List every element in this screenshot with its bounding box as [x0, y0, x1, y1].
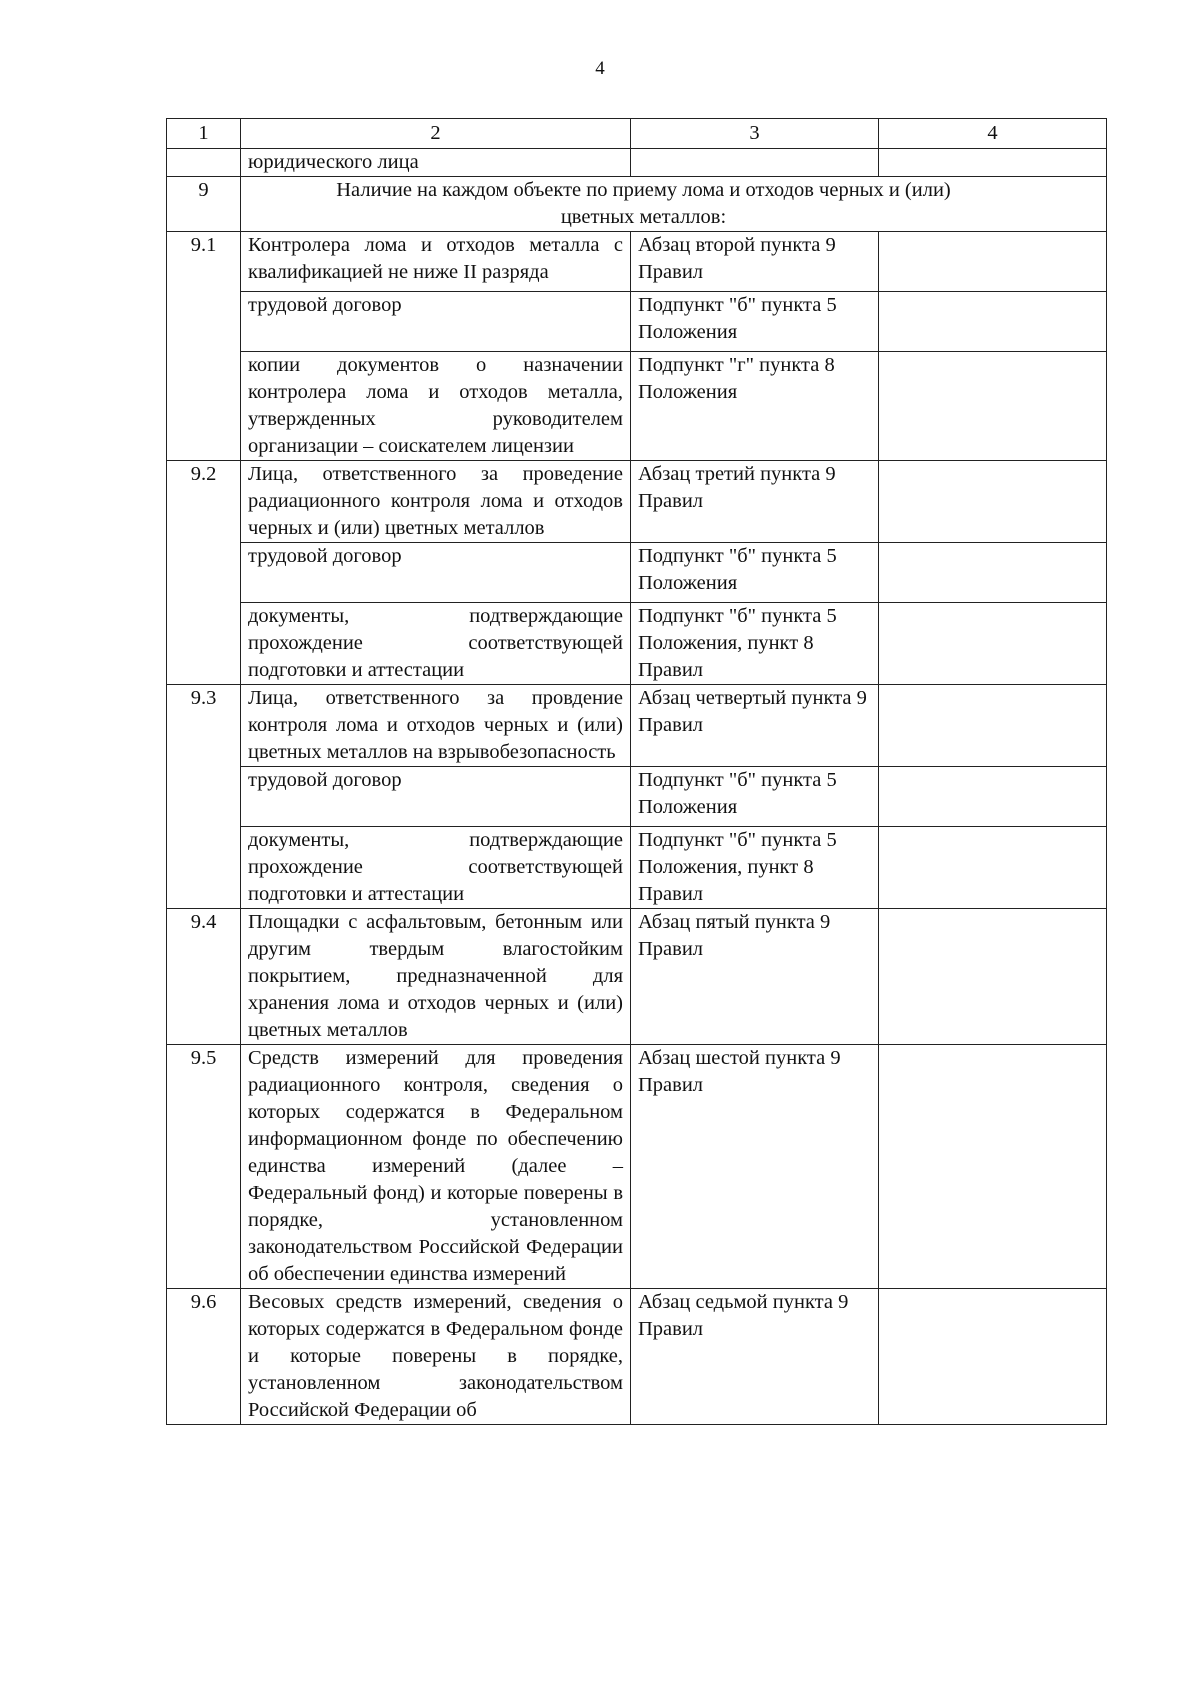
legal-reference: Абзац шестой пункта 9 Правил: [631, 1045, 879, 1289]
requirement-text: трудовой договор: [241, 543, 631, 603]
table-row: [167, 909, 1107, 1045]
requirement-text: трудовой договор: [241, 292, 631, 352]
row-number: 9.5: [167, 1045, 241, 1289]
table-header-row: [167, 119, 1107, 149]
section-title: Наличие на каждом объекте по приему лома и отходов черных и (или) цветных металлов:: [241, 177, 1107, 232]
row-number: 9.3: [167, 685, 241, 909]
requirement-text: Лица, ответственного за провдение контроля лома и отходов черных и (или) цветных металлов на взрывобезопасность: [241, 685, 631, 767]
column-header-2: 2: [241, 119, 631, 149]
license-requirements-table: [166, 118, 1107, 1425]
legal-reference: Подпункт "г" пункта 8 Положения: [631, 352, 879, 461]
table-row: [167, 352, 1107, 461]
table-row: [167, 1289, 1107, 1425]
requirement-text: трудовой договор: [241, 767, 631, 827]
column-header-3: 3: [631, 119, 879, 149]
table-row: [167, 685, 1107, 767]
continuation-text: юридического лица: [241, 149, 631, 177]
legal-reference: Абзац пятый пункта 9 Правил: [631, 909, 879, 1045]
requirement-text: Контролера лома и отходов металла с квалификацией не ниже II разряда: [241, 232, 631, 292]
row-number: 9.2: [167, 461, 241, 685]
requirement-text: Весовых средств измерений, сведения о которых содержатся в Федеральном фонде и которые поверены в порядке, установленном законодательством Российской Федерации об: [241, 1289, 631, 1425]
legal-reference: Абзац четвертый пункта 9 Правил: [631, 685, 879, 767]
legal-reference: Подпункт "б" пункта 5 Положения: [631, 767, 879, 827]
table-row: [167, 232, 1107, 292]
requirement-text: Площадки с асфальтовым, бетонным или другим твердым влагостойким покрытием, предназначенной для хранения лома и отходов черных и (или) цветных металлов: [241, 909, 631, 1045]
table-row: [167, 149, 1107, 177]
table-row: [167, 603, 1107, 685]
legal-reference: Абзац второй пункта 9 Правил: [631, 232, 879, 292]
requirement-text: документы, подтверждающие прохождение соответствующей подготовки и аттестации: [241, 827, 631, 909]
legal-reference: Подпункт "б" пункта 5 Положения: [631, 543, 879, 603]
table-row: [167, 461, 1107, 543]
row-number: 9.6: [167, 1289, 241, 1425]
row-number: 9.4: [167, 909, 241, 1045]
row-number: 9: [167, 177, 241, 232]
table-row: [167, 292, 1107, 352]
table-row: [167, 767, 1107, 827]
requirement-text: документы, подтверждающие прохождение соответствующей подготовки и аттестации: [241, 603, 631, 685]
table-row: [167, 827, 1107, 909]
column-header-1: 1: [167, 119, 241, 149]
requirement-text: копии документов о назначении контролера лома и отходов металла, утвержденных руководителем организации – соискателем лицензии: [241, 352, 631, 461]
table-row: [167, 1045, 1107, 1289]
requirement-text: Лица, ответственного за проведение радиационного контроля лома и отходов черных и (или) цветных металлов: [241, 461, 631, 543]
legal-reference: Абзац седьмой пункта 9 Правил: [631, 1289, 879, 1425]
column-header-4: 4: [879, 119, 1107, 149]
legal-reference: Подпункт "б" пункта 5 Положения, пункт 8 Правил: [631, 603, 879, 685]
row-number: 9.1: [167, 232, 241, 461]
table-row: [167, 543, 1107, 603]
legal-reference: Абзац третий пункта 9 Правил: [631, 461, 879, 543]
legal-reference: Подпункт "б" пункта 5 Положения: [631, 292, 879, 352]
legal-reference: Подпункт "б" пункта 5 Положения, пункт 8 Правил: [631, 827, 879, 909]
page-number: 4: [595, 58, 605, 79]
table-row: [167, 177, 1107, 232]
requirement-text: Средств измерений для проведения радиационного контроля, сведения о которых содержатся в Федеральном информационном фонде по обеспечению единства измерений (далее – Федеральный фонд) и которые поверены в порядке, установленном законодательством Российской Федерации об обеспечении единства измерений: [241, 1045, 631, 1289]
